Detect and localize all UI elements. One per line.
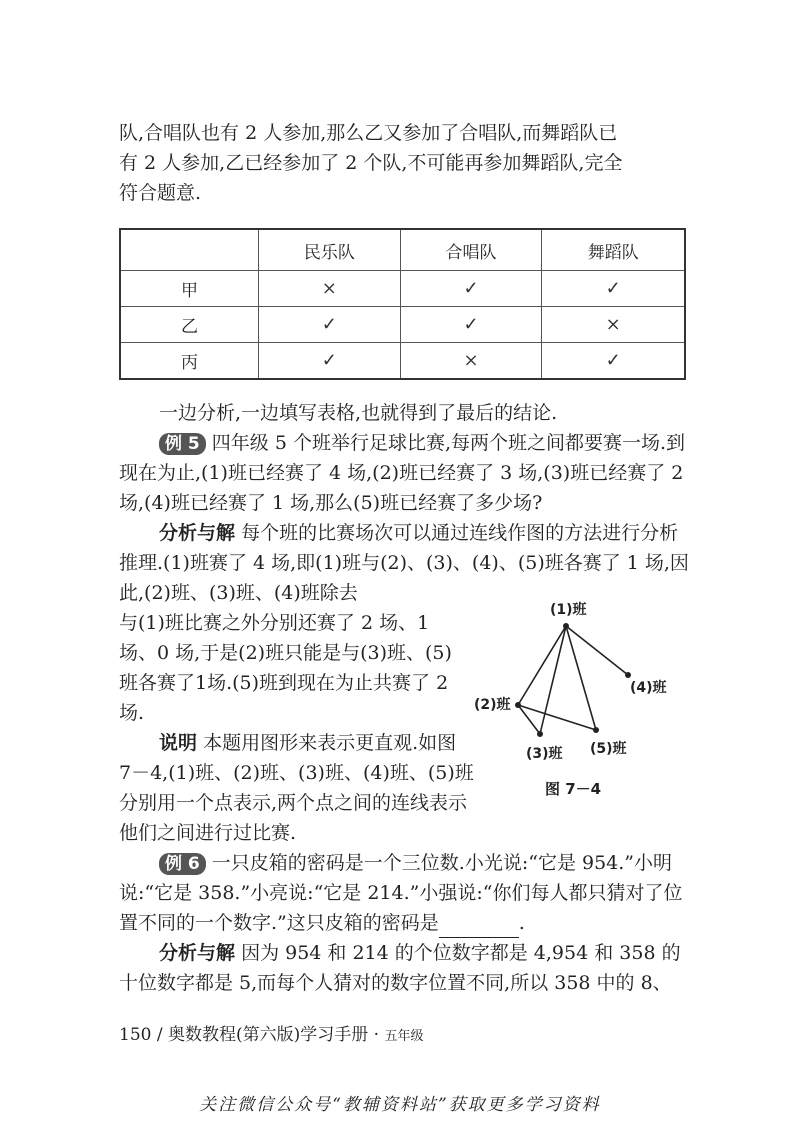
node-1: [563, 623, 569, 629]
analysis-6-text: 因为 954 和 214 的个位数字都是 4,954 和 358 的十位数字都是 5,而每个人猜对的数字位置不同,所以 358 中的 8、: [119, 942, 681, 994]
node-3: [537, 731, 543, 737]
table-cell: ✓: [259, 343, 401, 380]
conclusion-text: 一边分析,一边填写表格,也就得到了最后的结论.: [159, 402, 558, 424]
edge-1-5: [566, 626, 596, 730]
table-row: [120, 307, 685, 343]
graph-edges: [518, 626, 628, 734]
intro-paragraph: [119, 118, 689, 208]
participation-table: [119, 228, 686, 380]
table-cell: ×: [542, 307, 685, 343]
analysis-6-paragraph: [119, 938, 689, 998]
analysis-5-continued: 与(1)班比赛之外分别还赛了 2 场、1 场、0 场,于是(2)班只能是与(3)班、(5)班各赛了1场.(5)班到现在为止共赛了 2 场.: [119, 612, 452, 724]
row-label: 甲: [120, 271, 259, 307]
edge-1-3: [540, 626, 566, 734]
table-cell: ✓: [400, 307, 542, 343]
table-row: [120, 343, 685, 380]
table-cell: ×: [259, 271, 401, 307]
node-label-3: (3)班: [526, 746, 563, 762]
note-paragraph: [119, 728, 474, 848]
analysis-6-label: 分析与解: [159, 942, 236, 964]
example-6-badge: 例 6: [159, 853, 206, 875]
promo-banner: 关注微信公众号“教辅资料站”获取更多学习资料: [199, 1095, 601, 1115]
example-5-paragraph: [119, 428, 689, 518]
node-5: [593, 727, 599, 733]
note-text: 本题用图形来表示更直观.如图 7－4,(1)班、(2)班、(3)班、(4)班、(5)班分别用一个点表示,两个点之间的连线表示他们之间进行过比赛.: [119, 732, 474, 844]
figure-caption: 图 7－4: [545, 780, 602, 798]
table-cell: ✓: [542, 271, 685, 307]
example-5-badge: 例 5: [159, 433, 206, 455]
intro-line-1: 队,合唱队也有 2 人参加,那么乙又参加了合唱队,而舞蹈队已: [119, 122, 618, 144]
intro-line-3: 符合题意.: [119, 182, 202, 204]
node-label-1: (1)班: [550, 602, 587, 618]
table-row: [120, 271, 685, 307]
page-footer: [119, 1020, 424, 1045]
node-label-4: (4)班: [630, 680, 667, 696]
edge-1-2: [518, 626, 566, 705]
row-label: 丙: [120, 343, 259, 380]
table-header-cell: 民乐队: [259, 229, 401, 271]
edge-1-4: [566, 626, 628, 675]
table-cell: ×: [400, 343, 542, 380]
example-5-text: 四年级 5 个班举行足球比赛,每两个班之间都要赛一场.到现在为止,(1)班已经赛了 4 场,(2)班已经赛了 3 场,(3)班已经赛了 2 场,(4)班已经赛了 1 场,那么(5)班已经赛了多少场?: [119, 432, 686, 514]
analysis-5-text-1: 每个班的比赛场次可以通过连线作图的方法进行分析推理.(1)班赛了 4 场,即(1)班与(2)、(3)、(4)、(5)班各赛了 1 场,因此,(2)班、(3)班、(4)班除去: [119, 522, 689, 604]
node-label-5: (5)班: [590, 741, 627, 757]
analysis-5-paragraph: [119, 518, 689, 608]
edge-2-5: [518, 705, 596, 730]
footer-dot: ·: [373, 1025, 380, 1045]
match-graph-figure: [470, 596, 680, 796]
table-header-cell: 舞蹈队: [542, 229, 685, 271]
example-6-end: .: [518, 912, 525, 934]
page-number: 150 /: [119, 1025, 163, 1045]
node-2: [515, 702, 521, 708]
table-cell: ✓: [542, 343, 685, 380]
grade-label: 五年级: [384, 1029, 424, 1044]
example-6-text: 一只皮箱的密码是一个三位数.小光说:“它是 954.”小明说:“它是 358.”小亮说:“它是 214.”小强说:“你们每人都只猜对了位置不同的一个数字.”这只皮箱的密码是: [119, 852, 683, 934]
row-label: 乙: [120, 307, 259, 343]
table-cell: ✓: [400, 271, 542, 307]
note-label: 说明: [159, 732, 198, 754]
table-header-row: [120, 229, 685, 271]
analysis-5-label: 分析与解: [159, 522, 236, 544]
table-header-cell: [120, 229, 259, 271]
example-6-paragraph: [119, 848, 689, 938]
node-label-2: (2)班: [474, 697, 511, 713]
table-cell: ✓: [259, 307, 401, 343]
table-header-cell: 合唱队: [400, 229, 542, 271]
intro-line-2: 有 2 人参加,乙已经参加了 2 个队,不可能再参加舞蹈队,完全: [119, 152, 623, 174]
answer-blank: [439, 919, 519, 938]
node-4: [625, 672, 631, 678]
book-title: 奥数教程(第六版)学习手册: [168, 1025, 369, 1045]
